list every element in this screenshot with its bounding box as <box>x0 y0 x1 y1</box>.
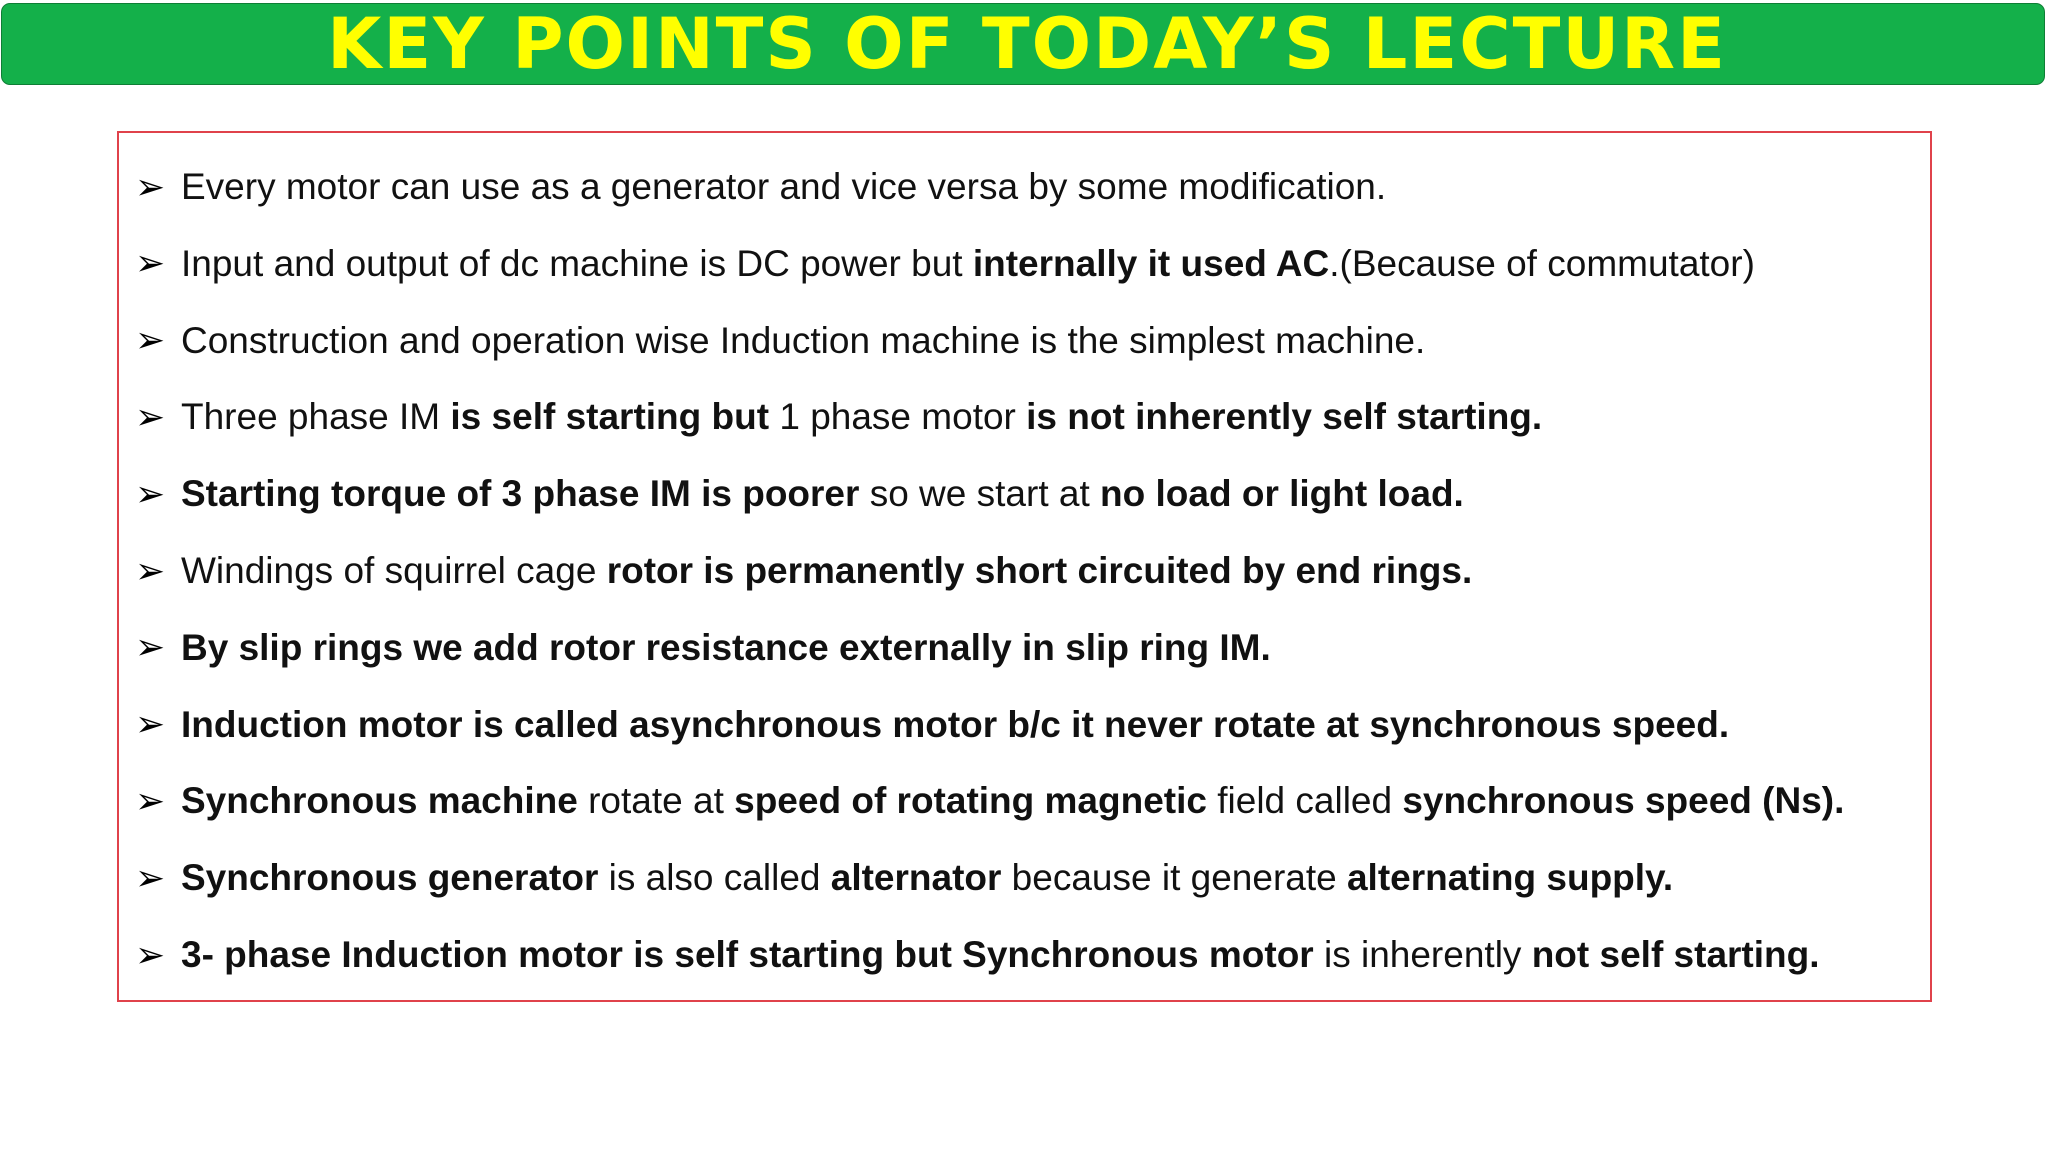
arrow-bullet-icon: ➢ <box>135 243 166 285</box>
key-point-item <box>135 771 1844 831</box>
arrow-bullet-icon: ➢ <box>135 857 166 899</box>
key-point-item <box>135 311 1425 371</box>
bold-text-segment: synchronous speed (Ns). <box>1402 780 1845 822</box>
text-segment: .(Because of commutator) <box>1329 242 1755 284</box>
key-points-box <box>117 131 1932 1002</box>
bold-text-segment: Synchronous generator <box>181 857 599 899</box>
text-segment: rotate at <box>577 780 735 822</box>
bold-text-segment: speed of rotating magnetic <box>734 780 1207 822</box>
bold-text-segment: alternating supply. <box>1346 857 1674 899</box>
text-segment: Windings of squirrel cage <box>181 550 607 591</box>
key-point-text <box>181 243 1755 285</box>
text-segment: is inherently <box>1313 934 1532 975</box>
key-point-text <box>181 934 1820 976</box>
text-segment: Three phase IM <box>181 396 451 438</box>
bold-text-segment: is not inherently self starting. <box>1026 396 1543 438</box>
key-point-text <box>181 320 1425 362</box>
text-segment: is also called <box>598 857 831 899</box>
arrow-bullet-icon: ➢ <box>135 396 166 438</box>
key-point-item <box>135 695 1729 755</box>
bold-text-segment: 3- phase Induction motor is self starting but Synchronous motor <box>181 934 1314 975</box>
key-point-text <box>181 396 1542 438</box>
bold-text-segment: Synchronous machine <box>181 780 578 822</box>
text-segment: so we start at <box>859 473 1101 515</box>
bold-text-segment: is self starting but <box>450 396 770 438</box>
key-point-item <box>135 848 1673 908</box>
bold-text-segment: internally it used AC <box>972 242 1330 284</box>
text-segment: Input and output of dc machine is DC power but <box>181 242 973 284</box>
bold-text-segment: By slip rings we add rotor resistance externally in slip ring IM. <box>181 626 1271 668</box>
key-point-item <box>135 618 1271 678</box>
arrow-bullet-icon: ➢ <box>135 166 166 208</box>
key-point-item <box>135 541 1472 601</box>
arrow-bullet-icon: ➢ <box>135 550 166 592</box>
arrow-bullet-icon: ➢ <box>135 627 166 669</box>
arrow-bullet-icon: ➢ <box>135 704 166 746</box>
key-point-text <box>181 473 1464 515</box>
bold-text-segment: Induction motor is called asynchronous motor b/c it never rotate at synchronous speed. <box>181 703 1730 745</box>
text-segment: 1 phase motor <box>769 396 1027 438</box>
key-point-text <box>181 780 1844 822</box>
text-segment: because it generate <box>1001 857 1347 899</box>
bold-text-segment: alternator <box>830 857 1002 899</box>
key-point-item <box>135 464 1464 524</box>
arrow-bullet-icon: ➢ <box>135 934 166 976</box>
arrow-bullet-icon: ➢ <box>135 320 166 362</box>
key-point-text <box>181 166 1386 208</box>
bold-text-segment: not self starting. <box>1531 934 1820 975</box>
key-point-text <box>181 704 1729 746</box>
key-point-text <box>181 550 1472 592</box>
arrow-bullet-icon: ➢ <box>135 780 166 822</box>
bold-text-segment: rotor is permanently short circuited by end rings. <box>606 550 1473 591</box>
bold-text-segment: no load or light load. <box>1100 473 1464 515</box>
key-point-item <box>135 387 1542 447</box>
arrow-bullet-icon: ➢ <box>135 473 166 515</box>
text-segment: field called <box>1206 780 1403 822</box>
bold-text-segment: Starting torque of 3 phase IM is poorer <box>181 473 860 515</box>
text-segment: Every motor can use as a generator and vice versa by some modification. <box>181 166 1387 207</box>
key-point-item <box>135 157 1386 217</box>
key-point-text <box>181 627 1271 669</box>
title-banner <box>1 3 2045 85</box>
key-point-text <box>181 857 1673 899</box>
key-point-item <box>135 234 1755 294</box>
key-point-item <box>135 925 1820 985</box>
slide-title: KEY POINTS OF TODAY’S LECTURE <box>327 3 1727 85</box>
text-segment: Construction and operation wise Induction machine is the simplest machine. <box>181 319 1426 361</box>
